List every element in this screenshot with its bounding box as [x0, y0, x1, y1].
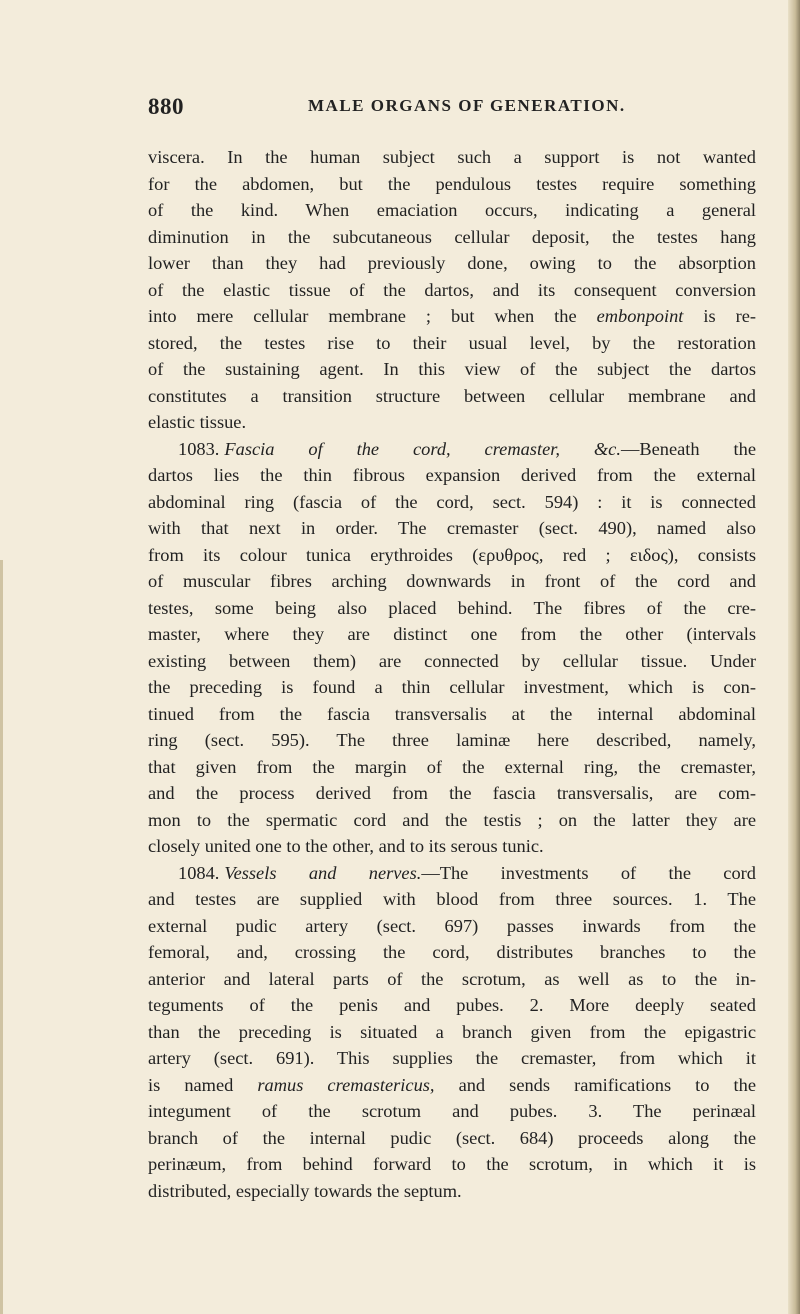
line-text: external pudic artery (sect. 697) passes inwards from the	[148, 915, 756, 936]
text-line	[148, 1045, 756, 1072]
line-text: viscera. In the human subject such a support is not wanted	[148, 147, 756, 167]
line-text-rest: is re-	[683, 306, 756, 326]
line-text: for the abdomen, but the pendulous testes require something	[148, 173, 756, 194]
line-text: with that next in order. The cremaster (sect. 490), named also	[148, 518, 756, 538]
text-line	[148, 409, 756, 436]
line-text-rest: and sends ramifications to the	[434, 1074, 756, 1095]
text-line	[148, 568, 756, 595]
text-line	[148, 1125, 756, 1152]
text-line	[148, 701, 756, 728]
text-line	[148, 807, 756, 834]
text-line	[148, 515, 756, 542]
text-line	[148, 383, 756, 410]
text-line	[148, 197, 756, 224]
line-text: constitutes a transition structure between cellular membrane and	[148, 385, 756, 406]
text-line	[148, 277, 756, 304]
running-head: MALE ORGANS OF GENERATION.	[308, 96, 626, 115]
section-number: 1083.	[178, 438, 220, 459]
text-line	[148, 1072, 756, 1099]
body-text	[148, 144, 756, 1204]
line-text: ring (sect. 595). The three laminæ here described, namely,	[148, 730, 756, 750]
page-header	[148, 94, 756, 120]
line-text: than the preceding is situated a branch given from the epigastric	[148, 1021, 756, 1042]
line-text: lower than they had previously done, owing to the absorption	[148, 253, 756, 273]
binding-shadow	[0, 560, 3, 1314]
text-line	[148, 648, 756, 675]
text-line	[148, 1178, 756, 1205]
line-text: branch of the internal pudic (sect. 684) proceeds along the	[148, 1127, 756, 1148]
line-text: mon to the spermatic cord and the testis ; on the latter they are	[148, 809, 756, 830]
text-line	[148, 754, 756, 781]
text-line	[148, 939, 756, 966]
text-line	[148, 224, 756, 251]
line-text: femoral, and, crossing the cord, distributes branches to the	[148, 942, 756, 962]
line-text: tinued from the fascia transversalis at the internal abdominal	[148, 703, 756, 724]
text-line	[148, 833, 756, 860]
italic-text: Vessels and nerves.	[224, 862, 422, 883]
line-text: of the elastic tissue of the dartos, and its consequent conversion	[148, 279, 756, 300]
line-text: into mere cellular membrane ; but when the	[148, 306, 577, 326]
line-text: diminution in the subcutaneous cellular deposit, the testes hang	[148, 226, 756, 247]
text-line	[148, 595, 756, 622]
line-text: integument of the scrotum and pubes. 3. The perinæal	[148, 1101, 756, 1121]
text-line	[148, 462, 756, 489]
text-line	[148, 144, 756, 171]
text-line	[148, 621, 756, 648]
line-text: from its colour tunica erythroides (ερυθρος, red ; ειδος), consists	[148, 544, 756, 565]
line-text: of the kind. When emaciation occurs, indicating a general	[148, 200, 756, 220]
line-text: abdominal ring (fascia of the cord, sect. 594) : it is connected	[148, 491, 756, 512]
line-text: that given from the margin of the external ring, the cremaster,	[148, 756, 756, 777]
text-line	[148, 913, 756, 940]
italic-text: ramus cremastericus,	[233, 1074, 435, 1095]
line-text: anterior and lateral parts of the scrotum, as well as to the in-	[148, 968, 756, 989]
text-line	[148, 330, 756, 357]
text-line	[148, 1151, 756, 1178]
text-line	[148, 780, 756, 807]
text-line	[148, 966, 756, 993]
line-text-rest: —The investments of the cord	[421, 862, 756, 883]
line-text: of the sustaining agent. In this view of the subject the dartos	[148, 359, 756, 379]
line-text: elastic tissue.	[148, 412, 247, 432]
page-number: 880	[148, 94, 184, 119]
text-line	[148, 992, 756, 1019]
text-line	[148, 303, 756, 330]
text-line	[148, 356, 756, 383]
text-line	[148, 1019, 756, 1046]
line-text: existing between them) are connected by cellular tissue. Under	[148, 650, 756, 671]
line-text: of muscular fibres arching downwards in front of the cord and	[148, 571, 756, 591]
italic-text: Fascia of the cord, cremaster, &c.	[224, 438, 621, 459]
text-line	[148, 886, 756, 913]
line-text: and the process derived from the fascia transversalis, are com-	[148, 783, 756, 803]
text-line	[148, 860, 756, 887]
text-line	[148, 250, 756, 277]
line-text-rest: —Beneath the	[620, 438, 756, 459]
line-text: stored, the testes rise to their usual level, by the restoration	[148, 332, 756, 353]
line-text: distributed, especially towards the septum.	[148, 1180, 462, 1201]
line-text: perinæum, from behind forward to the scrotum, in which it is	[148, 1154, 756, 1174]
text-line	[148, 171, 756, 198]
line-text: master, where they are distinct one from the other (intervals	[148, 624, 756, 644]
line-text: dartos lies the thin fibrous expansion derived from the external	[148, 465, 756, 485]
line-text: closely united one to the other, and to its serous tunic.	[148, 836, 544, 856]
line-text: testes, some being also placed behind. The fibres of the cre-	[148, 597, 756, 618]
text-line	[148, 436, 756, 463]
text-line	[148, 1098, 756, 1125]
section-number: 1084.	[178, 862, 220, 883]
text-line	[148, 727, 756, 754]
page-edge	[788, 0, 800, 1314]
text-line	[148, 674, 756, 701]
line-text: and testes are supplied with blood from three sources. 1. The	[148, 889, 756, 909]
italic-text: embonpoint	[576, 306, 684, 326]
line-text: is named	[148, 1074, 234, 1095]
line-text: teguments of the penis and pubes. 2. More deeply seated	[148, 995, 756, 1015]
line-text: artery (sect. 691). This supplies the cremaster, from which it	[148, 1048, 756, 1068]
line-text: the preceding is found a thin cellular investment, which is con-	[148, 677, 756, 697]
text-line	[148, 542, 756, 569]
text-line	[148, 489, 756, 516]
